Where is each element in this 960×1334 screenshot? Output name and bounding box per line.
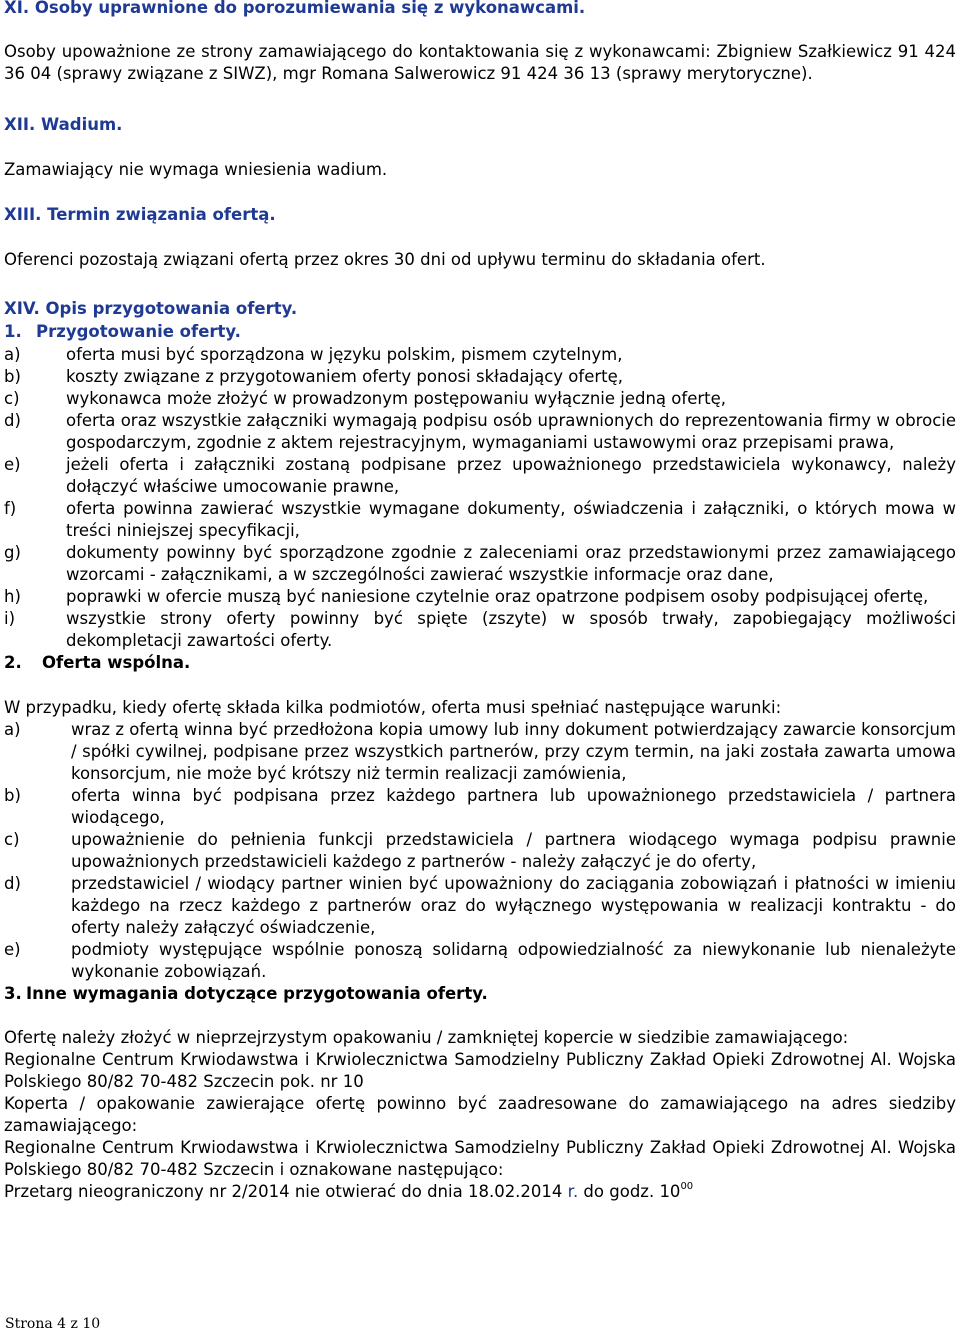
- list-item: [4, 829, 956, 873]
- list-marker: f): [4, 499, 17, 518]
- list-text: podmioty występujące wspólnie ponoszą solidarną odpowiedzialność za niewykonanie lub nienależyte wykonanie zobowiązań.: [71, 940, 956, 981]
- list-marker: i): [4, 609, 16, 628]
- list-text: przedstawiciel / wiodący partner winien być upoważniony do zaciągania zobowiązań i płatności w imieniu każdego na rzecz każdego z partnerów oraz do wyłącznego występowania w realizacji kontraktu - do oferty należy załączyć oświadczenie,: [71, 874, 956, 937]
- joint-offer-list: [4, 719, 956, 983]
- list-marker: h): [4, 587, 21, 606]
- subsection-number: 2.: [4, 653, 22, 672]
- list-item: [4, 388, 956, 410]
- section-14: [4, 298, 956, 1203]
- subsection-title: Oferta wspólna.: [42, 653, 191, 672]
- list-marker: b): [4, 367, 21, 386]
- list-text: oferta oraz wszystkie załączniki wymagają podpisu osób uprawnionych do reprezentowania firmy w obrocie gospodarczym, zgodnie z aktem rejestracyjnym, wymaganiami ustawowymi oraz przepisami prawa,: [66, 411, 956, 452]
- list-marker: g): [4, 543, 21, 562]
- submission-address: Regionalne Centrum Krwiodawstwa i Krwiolecznictwa Samodzielny Publiczny Zakład Opieki Zdrowotnej Al. Wojska Polskiego 80/82 70-482 Szczecin pok. nr 10: [4, 1050, 956, 1091]
- envelope-label-year-suffix: r.: [567, 1182, 579, 1201]
- subsection-title: Przygotowanie oferty.: [36, 322, 241, 341]
- list-marker: d): [4, 411, 21, 430]
- section-text: Zamawiający nie wymaga wniesienia wadium.: [4, 160, 388, 179]
- envelope-address: Regionalne Centrum Krwiodawstwa i Krwiolecznictwa Samodzielny Publiczny Zakład Opieki Zdrowotnej Al. Wojska Polskiego 80/82 70-482 Szczecin i oznakowane następująco:: [4, 1138, 956, 1179]
- list-marker: c): [4, 389, 20, 408]
- list-marker: d): [4, 874, 21, 893]
- list-text: jeżeli oferta i załączniki zostaną podpisane przez upoważnionego przedstawiciela wykonawcy, należy dołączyć właściwe umocowanie prawne,: [66, 455, 956, 496]
- list-item: [4, 785, 956, 829]
- subsection-heading: [4, 321, 956, 343]
- list-item: [4, 873, 956, 939]
- list-text: oferta musi być sporządzona w języku polskim, pismem czytelnym,: [66, 345, 623, 364]
- subsection-number: 1.: [4, 322, 22, 341]
- list-text: wykonawca może złożyć w prowadzonym postępowaniu wyłącznie jedną ofertę,: [66, 389, 726, 408]
- section-12: [4, 114, 956, 181]
- section-11: [4, 0, 956, 85]
- list-text: upoważnienie do pełnienia funkcji przedstawiciela / partnera wiodącego wymaga podpisu prawnie upoważnionych przedstawicieli każdego z partnerów - należy załączyć je do oferty,: [71, 830, 956, 871]
- list-item: [4, 410, 956, 454]
- section-text: Osoby upoważnione ze strony zamawiającego do kontaktowania się z wykonawcami: Zbigniew Szałkiewicz 91 424 36 04 (sprawy związane z SIWZ), mgr Romana Salwerowicz 91 424 36 13 (sprawy merytoryczne).: [4, 42, 956, 83]
- envelope-instructions: Koperta / opakowanie zawierające ofertę powinno być zaadresowane do zamawiającego na adres siedziby zamawiającego:: [4, 1094, 956, 1135]
- list-item: [4, 498, 956, 542]
- subsection-heading: [4, 652, 956, 674]
- list-marker: a): [4, 345, 21, 364]
- section-heading: XIV. Opis przygotowania oferty.: [4, 299, 298, 318]
- list-marker: b): [4, 786, 21, 805]
- list-text: wraz z ofertą winna być przedłożona kopia umowy lub inny dokument potwierdzający zawarcie konsorcjum / spółki cywilnej, podpisane przez wszystkich partnerów, przy czym termin, na jaki została zawarta umowa konsorcjum, nie może być krótszy niż termin realizacji zamówienia,: [71, 720, 956, 783]
- envelope-label: [4, 1181, 956, 1203]
- preparation-list: [4, 344, 956, 652]
- envelope-label-time: do godz. 10: [578, 1182, 681, 1201]
- envelope-label-minutes: 00: [680, 1181, 694, 1192]
- envelope-label-text: Przetarg nieograniczony nr 2/2014 nie otwierać do dnia 18.02.2014: [4, 1182, 568, 1201]
- section-13: [4, 204, 956, 271]
- section-heading: XII. Wadium.: [4, 115, 123, 134]
- list-item: [4, 454, 956, 498]
- list-item: [4, 586, 956, 608]
- list-marker: a): [4, 720, 21, 739]
- list-marker: c): [4, 830, 20, 849]
- joint-offer-intro: W przypadku, kiedy ofertę składa kilka podmiotów, oferta musi spełniać następujące warunki:: [4, 698, 782, 717]
- list-text: oferta winna być podpisana przez każdego partnera lub upoważnionego przedstawiciela / partnera wiodącego,: [71, 786, 956, 827]
- subsection-heading: [4, 983, 956, 1005]
- list-marker: e): [4, 940, 21, 959]
- list-text: poprawki w ofercie muszą być naniesione czytelnie oraz opatrzone podpisem osoby podpisującej ofertę,: [66, 587, 929, 606]
- list-text: koszty związane z przygotowaniem oferty ponosi składający ofertę,: [66, 367, 623, 386]
- list-item: [4, 719, 956, 785]
- list-text: oferta powinna zawierać wszystkie wymagane dokumenty, oświadczenia i załączniki, o których mowa w treści niniejszej specyfikacji,: [66, 499, 956, 540]
- list-item: [4, 366, 956, 388]
- list-marker: e): [4, 455, 21, 474]
- list-text: dokumenty powinny być sporządzone zgodnie z zaleceniami oraz przedstawionymi przez zamawiającego wzorcami - załącznikami, a w szczególności zawierać wszystkie informacje oraz dane,: [66, 543, 956, 584]
- list-text: wszystkie strony oferty powinny być spięte (zszyte) w sposób trwały, zapobiegający możliwości dekompletacji zawartości oferty.: [66, 609, 956, 650]
- section-text: Oferenci pozostają związani ofertą przez okres 30 dni od upływu terminu do składania ofert.: [4, 250, 766, 269]
- list-item: [4, 608, 956, 652]
- section-heading: XIII. Termin związania ofertą.: [4, 205, 276, 224]
- subsection-title: Inne wymagania dotyczące przygotowania oferty.: [26, 984, 488, 1003]
- section-heading: XI. Osoby uprawnione do porozumiewania się z wykonawcami.: [4, 0, 586, 17]
- list-item: [4, 939, 956, 983]
- list-item: [4, 344, 956, 366]
- list-item: [4, 542, 956, 586]
- page-footer: Strona 4 z 10: [5, 1316, 101, 1332]
- submission-instructions: Ofertę należy złożyć w nieprzejrzystym opakowaniu / zamkniętej kopercie w siedzibie zamawiającego:: [4, 1028, 849, 1047]
- subsection-number: 3.: [4, 984, 22, 1003]
